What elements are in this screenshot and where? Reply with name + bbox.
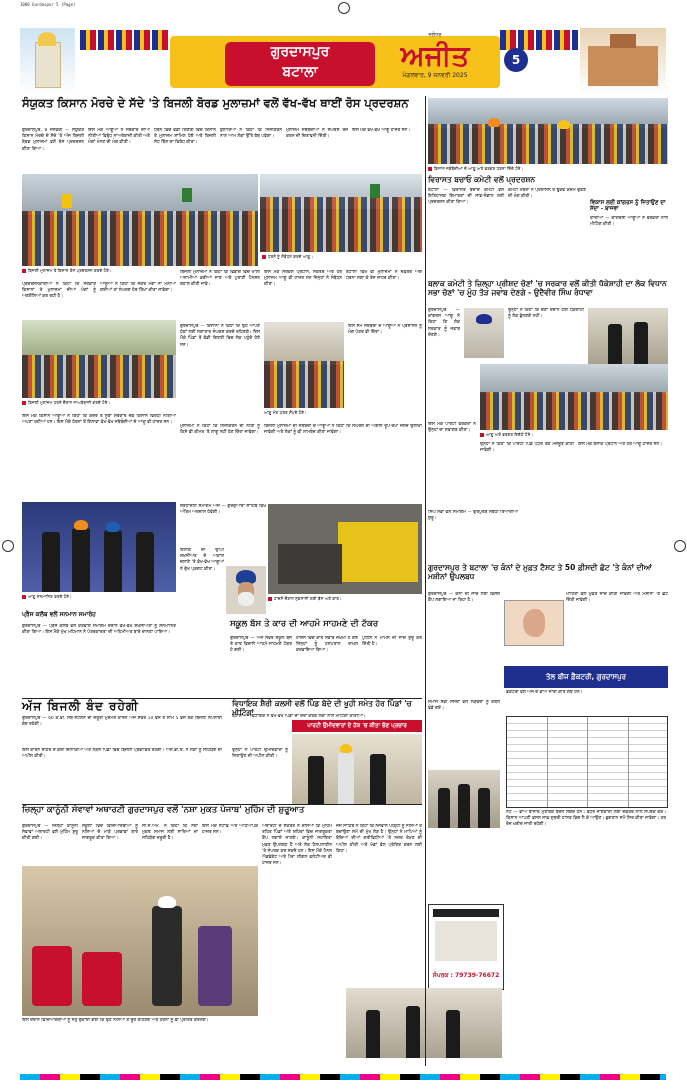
building-illustration-right: [580, 28, 666, 94]
right-fourth-headline: ਗੁਰਦਾਸਪੁਰ ਤੇ ਬਟਾਲਾ 'ਚ ਕੰਨਾਂ ਦੇ ਮੁਫ਼ਤ ਟੈਸਟ ਤੇ 50 ਫ਼ੀਸਦੀ ਛੋਟ 'ਤੇ ਕੰਨਾਂ ਦੀਆਂ ਮਸ਼ੀਨਾਂ ਉਪਲਬਧ: [428, 563, 652, 581]
edition-city: ਗੁਰਦਾਸਪੁਰ: [270, 44, 330, 60]
person-figure: [72, 528, 90, 592]
person-figure: [634, 322, 648, 364]
turban-icon: [74, 520, 88, 530]
ear-icon: [523, 609, 545, 637]
person-figure: [446, 1010, 460, 1058]
person-figure: [136, 532, 154, 592]
temple-building-icon: [35, 42, 61, 88]
price-table-notes: ਨੋਟ — ਭਾਅ ਬਾਜ਼ਾਰ ਮੁਤਾਬਕ ਬਦਲ ਸਕਦੇ ਹਨ। ਵਧੇਰੇ ਜਾਣਕਾਰੀ ਲਈ ਦਫ਼ਤਰ ਨਾਲ ਸੰਪਰਕ ਕਰੋ। ਕਿਸਾਨ ਆਪਣੀ ਫ਼ਸਲ ਸਾਫ਼-ਸੁਥਰੀ ਹਾਲਤ ਵਿਚ ਲੈ ਕੇ ਆਉਣ। ਭੁਗਤਾਨ ਸਮੇਂ ਸਿਰ ਕੀਤਾ ਜਾਵੇਗਾ। ਹਰ ਰੋਜ਼ ਖ਼ਰੀਦ ਜਾਰੀ ਰਹੇਗੀ।: [506, 810, 666, 828]
person-figure: [42, 532, 60, 592]
person-figure: [308, 756, 324, 804]
lead-body-col-13: ਇਸ ਸਮੇਂ ਜਥੇਬੰਦੀ ਦੇ ਆਗੂਆਂ ਨੇ ਪ੍ਰਸ਼ਾਸਨ ਨੂੰ ਮੰਗ ਪੱਤਰ ਵੀ ਦਿੱਤਾ।: [348, 324, 422, 336]
honour-body: ਗੁਰਦਾਸਪੁਰ — ਪ੍ਰੈਸ ਕਲੱਬ ਵਲੋਂ ਕਰਵਾਏ ਸਮਾਗਮ ਦੌਰਾਨ ਵੱਖ-ਵੱਖ ਸ਼ਖ਼ਸੀਅਤਾਂ ਨੂੰ ਸਨਮਾਨਿਤ ਕੀਤਾ ਗਿਆ। ਇਸ ਮੌਕੇ ਮੁੱਖ ਮਹਿਮਾਨ ਨੇ ਪੱਤਰਕਾਰਤਾ ਦੀ ਅਹਿਮੀਅਤ ਬਾਰੇ ਚਾਨਣਾ ਪਾਇਆ।: [22, 624, 176, 636]
right-third-body-1: ਗੁਰਦਾਸਪੁਰ — ਕਾਂਗਰਸ ਆਗੂ ਨੇ ਕਿਹਾ ਕਿ ਲੋਕ ਸਰਕਾਰ ਨੂੰ ਜਵਾਬ ਦੇਣਗੇ।: [428, 308, 460, 338]
ad-header-bar: [433, 909, 499, 917]
decorative-band-right: [500, 30, 578, 50]
lead-body-col-9: ਬਿਜਲੀ ਮੁਲਾਜ਼ਮਾਂ ਨੇ ਕਿਹਾ ਕਿ ਵਿਭਾਗ ਵਿਚ ਖਾਲੀ ਅਸਾਮੀਆਂ ਭਰੀਆਂ ਜਾਣ ਅਤੇ ਪੁਰਾਣੀ ਪੈਨਸ਼ਨ ਬਹਾਲ ਕੀਤੀ ਜਾਵੇ।: [180, 270, 260, 288]
right-third-body-5: ਇਸ ਮੌਕੇ ਬਲਾਕ ਪ੍ਰਧਾਨ ਅਤੇ ਹੋਰ ਆਗੂ ਹਾਜ਼ਰ ਸਨ।: [578, 442, 663, 447]
edition-city-secondary: ਬਟਾਲਾ: [282, 64, 318, 80]
bottom-lead-body-2: ਸਕੂਲਾਂ ਵਿਚ ਵਿਦਿਆਰਥੀਆਂ ਨੂੰ ਨਸ਼ਿਆਂ ਦੇ ਮਾੜੇ ਪ੍ਰਭਾਵਾਂ ਬਾਰੇ ਜਾਗਰੂਕ ਕੀਤਾ ਗਿਆ।: [82, 824, 138, 842]
bottom-lead-body-5: ਇਸ ਦੌਰਾਨ ਵਿਦਿਆਰਥੀਆਂ ਨੂੰ ਸਹੁੰ ਚੁਕਾਈ ਗਈ ਕਿ ਉਹ ਨਸ਼ਿਆਂ ਤੋਂ ਦੂਰ ਰਹਿਣਗੇ ਅਤੇ ਹੋਰਨਾਂ ਨੂੰ ਵੀ ਪ੍ਰੇਰਿਤ ਕਰਨਗੇ।: [22, 1018, 209, 1023]
bottom-lead-body-4: ਇਸ ਮੌਕੇ ਸਟਾਫ਼ ਅਤੇ ਅਧਿਆਪਕ ਹਾਜ਼ਰ ਸਨ।: [202, 824, 258, 836]
lead-body-col-1: ਗੁਰਦਾਸਪੁਰ, 8 ਜਨਵਰੀ — ਸੰਯੁਕਤ ਕਿਸਾਨ ਮੋਰਚੇ ਦੇ ਸੱਦੇ 'ਤੇ ਅੱਜ ਬਿਜਲੀ ਬੋਰਡ ਮੁਲਾਜ਼ਮਾਂ ਵਲੋਂ ਰੋਸ ਪ੍ਰਦਰਸ਼ਨ ਕੀਤਾ ਗਿਆ।: [22, 128, 84, 152]
lead-body-col-12: ਗੁਰਦਾਸਪੁਰ — ਕਿਸਾਨਾਂ ਨੇ ਕਿਹਾ ਕਿ ਉਹ ਆਪਣੇ ਹੱਕਾਂ ਲਈ ਲਗਾਤਾਰ ਸੰਘਰਸ਼ ਕਰਦੇ ਰਹਿਣਗੇ। ਇਸ ਮੌਕੇ ਪਿੰਡਾਂ ਤੋਂ ਵੱਡੀ ਗਿਣਤੀ ਵਿਚ ਲੋਕ ਪਹੁੰਚੇ ਹੋਏ ਸਨ।: [180, 324, 260, 348]
right-second-body: ਕਾਦੀਆਂ — ਕਾਂਗਰਸੀ ਆਗੂਆਂ ਨੇ ਵਰਕਰਾਂ ਨਾਲ ਮੀਟਿੰਗ ਕੀਤੀ।: [590, 216, 668, 228]
section-rule: [22, 804, 422, 805]
lead-body-col-14: ਇਸ ਮੌਕੇ ਕਿਸਾਨ ਆਗੂਆਂ ਨੇ ਕਿਹਾ ਕਿ ਕੇਂਦਰ ਤੇ ਸੂਬਾ ਸਰਕਾਰ ਦੋਵੇਂ ਕਿਸਾਨ ਵਿਰੋਧੀ ਨੀਤੀਆਂ ਅਪਣਾ ਰਹੀਆਂ ਹਨ। ਇਸ ਮੌਕੇ ਹੋਰਨਾਂ ਤੋਂ ਇਲਾਵਾ ਵੱਖ-ਵੱਖ ਜਥੇਬੰਦੀਆਂ ਦੇ ਆਗੂ ਵੀ ਹਾਜ਼ਰ ਸਨ।: [22, 414, 176, 426]
price-table-col: [587, 717, 629, 807]
right-bottom-photo: [428, 770, 500, 828]
right-third-group-photo: [480, 364, 668, 430]
page-number: 5: [504, 48, 528, 72]
building-tower-icon: [610, 34, 636, 48]
person-figure: [608, 324, 622, 364]
right-second-headline: ਵਿਕਾਸ ਲਈ ਕਾਂਗਰਸ ਨੂੰ ਜਿਤਾਉਣ ਦਾ ਸੱਦਾ - ਬਾਜਵਾ: [590, 200, 666, 213]
bottom-lead-body-6: ਅਥਾਰਟੀ ਦੇ ਸਕੱਤਰ ਨੇ ਦੱਸਿਆ ਕਿ ਮੁਹਿੰਮ ਤਹਿਤ ਪਿੰਡਾਂ ਅਤੇ ਸ਼ਹਿਰਾਂ ਵਿਚ ਜਾਗਰੂਕਤਾ ਕੈਂਪ ਲਗਾਏ ਜਾਣਗੇ। ਕਾਨੂੰਨੀ ਸਹਾਇਤਾ ਮੁਫ਼ਤ ਉਪਲਬਧ ਹੈ ਅਤੇ ਲੋਕ ਹੈਲਪਲਾਈਨ 'ਤੇ ਸੰਪਰਕ ਕਰ ਸਕਦੇ ਹਨ। ਇਸ ਮੌਕੇ ਪੈਨਲ ਐਡਵੋਕੇਟ ਅਤੇ ਪੈਰਾ ਲੀਗਲ ਵਲੰਟੀਅਰ ਵੀ ਹਾਜ਼ਰ ਸਨ।: [262, 824, 332, 867]
officials-photo-caption: ਆਗੂ ਮੰਗ ਪੱਤਰ ਸੌਂਪਦੇ ਹੋਏ।: [264, 410, 307, 415]
mla-meeting-photo: [292, 734, 422, 804]
person-figure: [438, 788, 450, 828]
right-bottom-body: ਸਮਾਜ ਸੇਵੀ ਸੰਸਥਾ ਵਲੋਂ ਲੋੜਵੰਦਾਂ ਨੂੰ ਕੰਬਲ ਵੰਡੇ ਗਏ।: [428, 700, 500, 712]
turban-icon: [340, 744, 352, 753]
turban-icon: [558, 120, 570, 129]
bus-accident-body-2: ਹਾਦਸੇ ਵਿਚ ਕਾਰ ਸਵਾਰ ਜ਼ਖ਼ਮੀ ਹੋ ਗਏ ਜਿਨ੍ਹਾਂ ਨੂੰ ਹਸਪਤਾਲ ਦਾਖ਼ਲ ਕਰਵਾਇਆ ਗਿਆ।: [296, 636, 358, 654]
bottom-right-photo: [346, 988, 502, 1058]
bus-accident-photo: [268, 504, 422, 594]
ad-phone: ਸੰਪਰਕ : 79739-76672: [432, 972, 500, 979]
lead-body-col-6: ਇਸ ਮੌਕੇ ਵੱਖ-ਵੱਖ ਆਗੂ ਹਾਜ਼ਰ ਸਨ।: [352, 128, 411, 133]
person-figure: [370, 754, 386, 804]
bottom-lead-body-3: ਸੀ.ਜੇ.ਐਮ. ਨੇ ਕਿਹਾ ਕਿ ਨਸ਼ਾ ਮੁਕਤ ਸਮਾਜ ਲਈ ਸਾਰਿਆਂ ਦਾ ਸਹਿਯੋਗ ਜ਼ਰੂਰੀ ਹੈ।: [142, 824, 198, 842]
school-awareness-photo: [22, 866, 258, 1016]
lead-body-col-2: ਇਸ ਮੌਕੇ ਆਗੂਆਂ ਨੇ ਸਰਕਾਰ ਦੀਆਂ ਨੀਤੀਆਂ ਵਿਰੁੱਧ ਨਾਅਰੇਬਾਜ਼ੀ ਕੀਤੀ ਅਤੇ ਮੰਗਾਂ ਮੰਨਣ ਦੀ ਮੰਗ ਕੀਤੀ।: [88, 128, 150, 146]
right-top-headline: ਵਿਰਾਸਤ ਬਚਾਓ ਕਮੇਟੀ ਵਲੋਂ ਪ੍ਰਦਰਸ਼ਨ: [428, 175, 536, 184]
honour-caption: ਆਗੂ ਸਨਮਾਨਿਤ ਕਰਦੇ ਹੋਏ।: [22, 594, 176, 599]
bus-accident-headline: ਸਕੂਲ ਬੱਸ ਤੇ ਕਾਰ ਦੀ ਆਹਮੋ ਸਾਹਮਣੇ ਦੀ ਟੱਕਰ: [230, 619, 379, 629]
student-figure: [82, 952, 122, 1006]
lead-body-col-10: ਇਸ ਮੌਕੇ ਸਰਕਲ ਪ੍ਰਧਾਨ, ਸਕੱਤਰ ਅਤੇ ਹੋਰ ਮੁਲਾਜ਼ਮ ਆਗੂ ਵੀ ਹਾਜ਼ਰ ਸਨ ਜਿਨ੍ਹਾਂ ਨੇ ਸੰਬੋਧਨ ਕੀਤਾ।: [264, 270, 342, 288]
honour-ceremony-photo: [22, 502, 176, 592]
flag-icon: [370, 184, 380, 198]
turban-icon: [476, 314, 492, 324]
price-table: [506, 716, 668, 808]
masthead-place: ਜਲੰਧਰ: [428, 32, 442, 38]
person-figure: [366, 1010, 380, 1058]
leader-portrait-photo: [464, 308, 504, 358]
person-figure: [198, 926, 232, 1006]
print-info-strip: 1000 Gurdaspur 5 (Page): [20, 2, 76, 7]
right-fourth-body-1: ਗੁਰਦਾਸਪੁਰ — ਕੰਨਾਂ ਦੀ ਜਾਂਚ ਲਈ ਵਿਸ਼ੇਸ਼ ਕੈਂਪ ਲਗਾਇਆ ਜਾ ਰਿਹਾ ਹੈ।: [428, 592, 500, 604]
right-top-photo: [428, 98, 668, 164]
student-figure: [32, 946, 72, 1006]
registration-mark-left: [2, 540, 14, 552]
right-third-headline: ਬਲਾਕ ਕਮੇਟੀ ਤੇ ਜ਼ਿਲ੍ਹਾ ਪ੍ਰੀਸ਼ਦ ਚੋਣਾਂ 'ਚ ਸਰਕਾਰ ਵਲੋਂ ਕੀਤੀ ਧੱਕੇਸ਼ਾਹੀ ਦਾ ਲੋਕ ਵਿਧਾਨ ਸਭਾ ਚੋਣਾਂ 'ਚ ਮੂੰਹ ਤੋੜ ਜਵਾਬ ਦੇਣਗੇ - ਉਦੈਵੀਰ ਸਿੰਘ ਰੰਧਾਵਾ: [428, 279, 667, 297]
beard-icon: [238, 592, 254, 606]
right-third-body-3: ਇਸ ਮੌਕੇ ਪਾਰਟੀ ਵਰਕਰਾਂ ਨੇ ਉਨ੍ਹਾਂ ਦਾ ਸਵਾਗਤ ਕੀਤਾ।: [428, 422, 476, 434]
price-table-intro: ਫ਼ੈਕਟਰੀ ਵਲੋਂ ਅੱਜ ਦੇ ਭਾਅ ਜਾਰੀ ਕੀਤੇ ਗਏ ਹਨ।: [506, 690, 583, 695]
person-figure: [338, 752, 354, 804]
registration-mark-top: [338, 2, 350, 14]
right-third-caption: ਆਗੂ ਅਤੇ ਵਰਕਰ ਇਕੱਠੇ ਹੋਏ।: [480, 432, 668, 437]
honour-headline: ਪ੍ਰੈਸ ਕਲੱਬ ਵਲੋਂ ਸਨਮਾਨ ਸਮਾਰੋਹ: [22, 611, 96, 618]
right-top-body-1: ਬਟਾਲਾ — ਵਿਰਾਸਤ ਬਚਾਓ ਕਮੇਟੀ ਵਲੋਂ ਇਤਿਹਾਸਕ ਇਮਾਰਤਾਂ ਦੀ ਸਾਂਭ-ਸੰਭਾਲ ਲਈ ਪ੍ਰਦਰਸ਼ਨ ਕੀਤਾ ਗਿਆ।: [428, 188, 504, 206]
mla-meetings-headline: ਵਿਧਾਇਕ ਸ਼ੈਰੀ ਕਲਸੀ ਵਲੋਂ ਪਿੰਡ ਬੋਦੇ ਦੀ ਖੂਹੀ ਸਮੇਤ ਹੋਰ ਪਿੰਡਾਂ 'ਚ ਮੀਟਿੰਗਾਂ: [232, 699, 412, 717]
lead-body-col-16: ਬਿਜਲੀ ਮੁਲਾਜ਼ਮਾਂ ਦੀ ਜਥੇਬੰਦੀ ਦੇ ਆਗੂਆਂ ਨੇ ਕਿਹਾ ਕਿ ਸੰਘਰਸ਼ ਦੀ ਅਗਲੀ ਰੂਪ-ਰੇਖਾ ਜਲਦ ਉਲੀਕੀ ਜਾਵੇਗੀ ਅਤੇ ਲੋਕਾਂ ਨੂੰ ਵੀ ਲਾਮਬੰਦ ਕੀਤਾ ਜਾਵੇਗਾ।: [264, 424, 422, 436]
bottom-lead-body-1: ਗੁਰਦਾਸਪੁਰ — ਜ਼ਿਲ੍ਹਾ ਕਾਨੂੰਨੀ ਸੇਵਾਵਾਂ ਅਥਾਰਟੀ ਵਲੋਂ ਮੁਹਿੰਮ ਸ਼ੁਰੂ ਕੀਤੀ ਗਈ।: [22, 824, 78, 842]
lead-caption-3: ਬਿਜਲੀ ਮੁਲਾਜ਼ਮ ਧਰਨੇ ਦੌਰਾਨ ਨਾਅਰੇਬਾਜ਼ੀ ਕਰਦੇ ਹੋਏ।: [22, 400, 176, 405]
portrait-photo: [226, 566, 266, 614]
turban-icon: [158, 896, 176, 908]
power-cut-body: ਗੁਰਦਾਸਪੁਰ — 66 ਕੇ.ਵੀ. ਸਬ-ਸਟੇਸ਼ਨ ਦੀ ਜ਼ਰੂਰੀ ਮੁਰੰਮਤ ਕਾਰਨ ਅੱਜ ਸਵੇਰੇ 10 ਵਜੇ ਤੋਂ ਸ਼ਾਮ 5 ਵਜੇ ਤੱਕ ਬਿਜਲੀ ਸਪਲਾਈ ਬੰਦ ਰਹੇਗੀ।: [22, 716, 222, 728]
lead-body-col-11: ਬਟਾਲਾ ਵਿਖੇ ਵੀ ਮੁਲਾਜ਼ਮਾਂ ਨੇ ਦਫ਼ਤਰ ਅੱਗੇ ਧਰਨਾ ਲਗਾ ਕੇ ਰੋਸ ਜ਼ਾਹਰ ਕੀਤਾ।: [346, 270, 422, 282]
officials-photo: [264, 322, 344, 408]
lead-photo-rally: [260, 174, 422, 252]
mla-meetings-body: ਬਟਾਲਾ — ਵਿਧਾਇਕ ਨੇ ਵੱਖ-ਵੱਖ ਪਿੰਡਾਂ ਦਾ ਦੌਰਾ ਕਰਕੇ ਲੋਕਾਂ ਨਾਲ ਮੀਟਿੰਗਾਂ ਕੀਤੀਆਂ।: [232, 714, 366, 719]
lead-photo-protest: [22, 174, 258, 266]
right-third-body-2: ਉਨ੍ਹਾਂ ਨੇ ਕਿਹਾ ਕਿ ਚੋਣਾਂ ਦੌਰਾਨ ਹੋਈ ਧੱਕੇਸ਼ਾਹੀ ਨੂੰ ਲੋਕ ਭੁੱਲਣਗੇ ਨਹੀਂ।: [508, 308, 584, 320]
lead-body-col-5: ਮੁਲਾਜ਼ਮ ਜਥੇਬੰਦੀਆਂ ਨੇ ਸੰਘਰਸ਼ ਤੇਜ਼ ਕਰਨ ਦੀ ਚਿਤਾਵਨੀ ਦਿੱਤੀ।: [286, 128, 348, 140]
right-third-body-4: ਉਨ੍ਹਾਂ ਨੇ ਕਿਹਾ ਕਿ ਪਾਰਟੀ ਪਿੰਡ ਪੱਧਰ ਤੱਕ ਮਜ਼ਬੂਤ ਕੀਤੀ ਜਾਵੇਗੀ।: [480, 442, 574, 454]
turban-icon: [488, 118, 500, 127]
person-figure: [406, 1006, 420, 1058]
damaged-car-icon: [278, 544, 342, 584]
power-cut-areas: ਇਸ ਕਾਰਨ ਸ਼ਹਿਰ ਦੇ ਕਈ ਇਲਾਕਿਆਂ ਅਤੇ ਨੇੜਲੇ ਪਿੰਡਾਂ ਵਿਚ ਬਿਜਲੀ ਪ੍ਰਭਾਵਿਤ ਰਹੇਗੀ। ਐਸ.ਡੀ.ਓ. ਨੇ ਲੋਕਾਂ ਨੂੰ ਸਹਿਯੋਗ ਦੀ ਅਪੀਲ ਕੀਤੀ।: [22, 748, 222, 760]
lead-body-col-4: ਬੁਲਾਰਿਆਂ ਨੇ ਕਿਹਾ ਕਿ ਨਿੱਜੀਕਰਨ ਨਾਲ ਆਮ ਲੋਕਾਂ ਉੱਤੇ ਬੋਝ ਪਵੇਗਾ।: [220, 128, 282, 140]
newspaper-name: ਅਜੀਤ: [400, 39, 470, 72]
person-figure: [478, 788, 490, 828]
person-figure: [152, 906, 182, 1006]
ad-image: [435, 921, 497, 961]
lead-body-col-15: ਮੁਲਾਜ਼ਮਾਂ ਨੇ ਕਿਹਾ ਕਿ ਨਿੱਜੀਕਰਨ ਦੀ ਨੀਤੀ ਨੂੰ ਕਿਸੇ ਵੀ ਕੀਮਤ 'ਤੇ ਲਾਗੂ ਨਹੀਂ ਹੋਣ ਦਿੱਤਾ ਜਾਵੇਗਾ।: [180, 424, 260, 436]
hearing-aid-ad-image: [504, 600, 564, 646]
section-rule: [22, 698, 422, 699]
right-misc-body: ਸਿੰਘ ਸਭਾ ਵਲੋਂ ਸਮਾਗਮ — ਗੁਰਪੁਰਬ ਸਬੰਧੀ ਤਿਆਰੀਆਂ ਸ਼ੁਰੂ।: [428, 510, 518, 522]
issue-date: ਮੰਗਲਵਾਰ, 9 ਜਨਵਰੀ 2025: [402, 72, 468, 79]
bus-accident-body-3: ਪੁਲਿਸ ਨੇ ਮਾਮਲੇ ਦੀ ਜਾਂਚ ਸ਼ੁਰੂ ਕਰ ਦਿੱਤੀ ਹੈ।: [362, 636, 422, 648]
obituary-intro: ਸ਼ਰਧਾਂਜਲੀ ਸਮਾਗਮ ਅੱਜ — ਗੁਰਦੁਆਰਾ ਸਾਹਿਬ ਵਿਖੇ ਅੰਤਿਮ ਅਰਦਾਸ ਹੋਵੇਗੀ।: [180, 504, 266, 516]
lead-body-col-7: ਪ੍ਰਦਰਸ਼ਨਕਾਰੀਆਂ ਨੇ ਕਿਹਾ ਕਿ ਸਰਕਾਰ ਕਿਸਾਨਾਂ ਤੇ ਮੁਲਾਜ਼ਮਾਂ ਦੀਆਂ ਮੰਗਾਂ ਨੂੰ ਅਣਗੌਲਿਆਂ ਕਰ ਰਹੀ ਹੈ।: [22, 282, 96, 300]
school-bus-icon: [338, 522, 418, 582]
bus-accident-body-1: ਗੁਰਦਾਸਪੁਰ — ਅੱਜ ਸਵੇਰੇ ਸਕੂਲ ਬੱਸ ਤੇ ਕਾਰ ਵਿਚਾਲੇ ਆਹਮੋ-ਸਾਹਮਣੇ ਟੱਕਰ ਹੋ ਗਈ।: [230, 636, 292, 654]
lead-caption-1: ਬਿਜਲੀ ਮੁਲਾਜ਼ਮ ਤੇ ਕਿਸਾਨ ਰੋਸ ਪ੍ਰਦਰਸ਼ਨ ਕਰਦੇ ਹੋਏ।: [22, 268, 182, 273]
price-table-title: ਤੇਲ ਬੀਜ ਫ਼ੈਕਟਰੀ, ਗੁਰਦਾਸਪੁਰ: [504, 666, 668, 688]
registration-mark-right: [674, 540, 686, 552]
campaign-banner: ਪਾਰਟੀ ਉਮੀਦਵਾਰਾਂ ਦੇ ਹੱਕ 'ਚ ਕੀਤਾ ਚੋਣ ਪ੍ਰਚਾਰ: [292, 720, 422, 732]
column-rule: [425, 96, 426, 1066]
lead-body-col-3: ਧਰਨੇ ਵਿਚ ਵੱਡੀ ਗਿਣਤੀ ਵਿਚ ਕਿਸਾਨ ਤੇ ਮੁਲਾਜ਼ਮ ਸ਼ਾਮਿਲ ਹੋਏ ਅਤੇ ਬਿਜਲੀ ਸੋਧ ਬਿੱਲ ਦਾ ਵਿਰੋਧ ਕੀਤਾ।: [154, 128, 216, 146]
leader-meeting-photo: [588, 308, 668, 364]
mla-meetings-body-2: ਉਨ੍ਹਾਂ ਨੇ ਪਾਰਟੀ ਉਮੀਦਵਾਰਾਂ ਨੂੰ ਜਿਤਾਉਣ ਦੀ ਅਪੀਲ ਕੀਤੀ।: [232, 748, 288, 760]
color-calibration-bar: [20, 1074, 666, 1080]
bottom-lead-headline: ਜ਼ਿਲ੍ਹਾ ਕਾਨੂੰਨੀ ਸੇਵਾਵਾਂ ਅਥਾਰਟੀ ਗੁਰਦਾਸਪੁਰ ਵਲੋਂ 'ਨਸ਼ਾ ਮੁਕਤ ਪੰਜਾਬ' ਮੁਹਿੰਮ ਦੀ ਸ਼ੁਰੂਆਤ: [22, 805, 305, 815]
decorative-band-left: [80, 30, 170, 50]
right-fourth-body-2: ਮਾਹਿਰਾਂ ਵਲੋਂ ਮੁਫ਼ਤ ਜਾਂਚ ਕੀਤੀ ਜਾਵੇਗੀ ਅਤੇ ਮਸ਼ੀਨਾਂ 'ਤੇ ਛੋਟ ਦਿੱਤੀ ਜਾਵੇਗੀ।: [566, 592, 668, 604]
bottom-lead-body-7: ਜੱਜ ਸਾਹਿਬ ਨੇ ਕਿਹਾ ਕਿ ਨੌਜਵਾਨ ਪੀੜ੍ਹੀ ਨੂੰ ਨਸ਼ਿਆਂ ਤੋਂ ਬਚਾਉਣਾ ਸਮੇਂ ਦੀ ਮੁੱਖ ਲੋੜ ਹੈ। ਉਨ੍ਹਾਂ ਨੇ ਮਾਪਿਆਂ ਨੂੰ ਬੱਚਿਆਂ ਦੀਆਂ ਗਤੀਵਿਧੀਆਂ 'ਤੇ ਨਜ਼ਰ ਰੱਖਣ ਦੀ ਅਪੀਲ ਕੀਤੀ ਅਤੇ ਖੇਡਾਂ ਵੱਲ ਪ੍ਰੇਰਿਤ ਕਰਨ ਲਈ ਕਿਹਾ।: [336, 824, 422, 854]
temple-illustration-left: [20, 28, 75, 94]
lead-headline: ਸੰਯੁਕਤ ਕਿਸਾਨ ਮੋਰਚੇ ਦੇ ਸੱਦੇ 'ਤੇ ਬਿਜਲੀ ਬੋਰਡ ਮੁਲਾਜ਼ਮਾਂ ਵਲੋਂ ਵੱਖ-ਵੱਖ ਥਾਈਂ ਰੋਸ ਪ੍ਰਦਰਸ਼ਨ: [22, 96, 409, 110]
classified-ad: [428, 904, 504, 990]
temple-dome-icon: [38, 32, 56, 46]
person-figure: [458, 784, 470, 828]
obituary-body: ਇਲਾਕੇ ਦੀ ਉੱਘੀ ਸ਼ਖ਼ਸੀਅਤ ਦੇ ਅਕਾਲ ਚਲਾਣੇ 'ਤੇ ਵੱਖ-ਵੱਖ ਆਗੂਆਂ ਨੇ ਦੁੱਖ ਪ੍ਰਗਟ ਕੀਤਾ।: [180, 548, 224, 572]
right-top-caption: ਕਿਸਾਨ ਜਥੇਬੰਦੀਆਂ ਦੇ ਆਗੂ ਅਤੇ ਵਰਕਰ ਧਰਨਾ ਦਿੰਦੇ ਹੋਏ।: [428, 166, 668, 171]
edition-city-block: [225, 42, 375, 86]
heritage-building-icon: [588, 46, 658, 86]
power-cut-headline: ਅੱਜ ਬਿਜਲੀ ਬੰਦ ਰਹੇਗੀ: [22, 699, 139, 713]
flag-icon: [62, 194, 72, 208]
bus-accident-caption: ਹਾਦਸੇ ਦੌਰਾਨ ਨੁਕਸਾਨੀ ਗਈ ਬੱਸ ਅਤੇ ਕਾਰ।: [268, 596, 422, 601]
masthead: [20, 28, 666, 96]
right-top-body-2: ਕਮੇਟੀ ਮੈਂਬਰਾਂ ਨੇ ਪ੍ਰਸ਼ਾਸਨ ਤੋਂ ਢੁਕਵੇਂ ਕਦਮ ਚੁੱਕਣ ਦੀ ਮੰਗ ਕੀਤੀ।: [508, 188, 586, 200]
lead-body-col-8: ਆਗੂਆਂ ਨੇ ਕਿਹਾ ਕਿ ਜੇਕਰ ਮੰਗਾਂ ਨਾ ਮੰਨੀਆਂ ਗਈਆਂ ਤਾਂ ਸੰਘਰਸ਼ ਹੋਰ ਤਿੱਖਾ ਕੀਤਾ ਜਾਵੇਗਾ।: [100, 282, 176, 294]
lead-caption-2: ਧਰਨੇ ਨੂੰ ਸੰਬੋਧਨ ਕਰਦੇ ਆਗੂ।: [262, 254, 422, 259]
turban-icon: [106, 522, 120, 532]
person-figure: [104, 530, 122, 592]
lead-photo-sit-in: [22, 320, 176, 398]
price-table-col: [507, 717, 548, 807]
flag-icon: [182, 188, 192, 202]
